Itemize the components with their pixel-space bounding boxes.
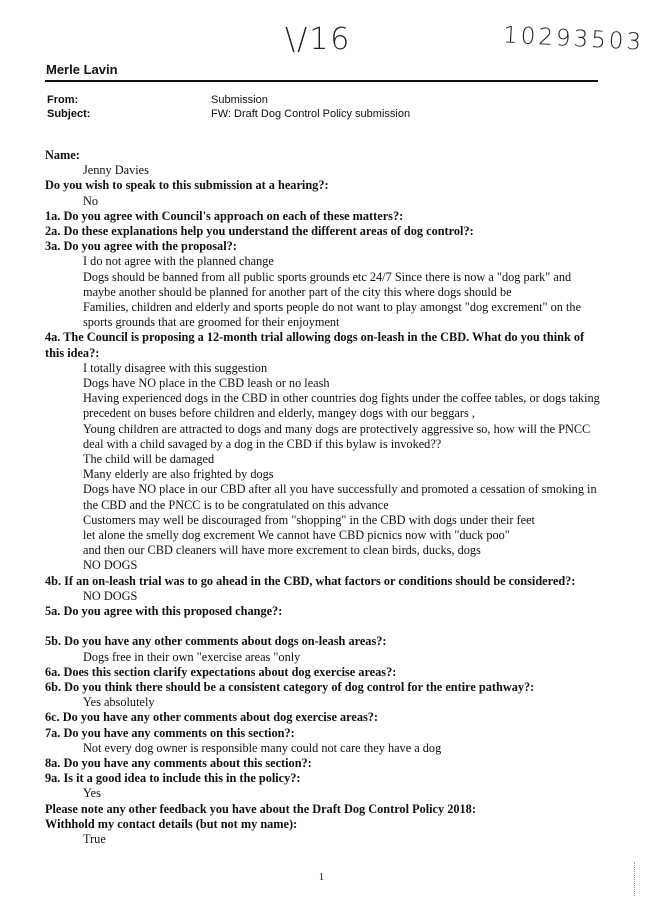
form-answer: and then our CBD cleaners will have more excrement to clean birds, ducks, dogs (83, 543, 481, 558)
form-question: 6c. Do you have any other comments about dog exercise areas?: (45, 710, 379, 725)
form-answer: Families, children and elderly and sports people do not want to play amongst "dog excrement" on the sports grounds that are groomed for their enjoyment (83, 300, 582, 330)
from-label: From: (47, 94, 79, 106)
form-answer: Dogs have NO place in the CBD leash or no leash (83, 376, 330, 391)
form-question: Name: (45, 148, 80, 162)
blank-line (45, 619, 605, 634)
form-answer: I totally disagree with this suggestion (83, 360, 268, 375)
form-question: 8a. Do you have any comments about this section?: (45, 755, 312, 770)
form-question: Withhold my contact details (but not my name): (45, 816, 298, 831)
page-number: 1 (319, 872, 324, 883)
form-answer: Jenny Davies (83, 163, 149, 178)
form-answer: Young children are attracted to dogs and many dogs are protectively aggressive so, how will the PNCC deal with a child savaged by a dog in the CBD if this bylaw is invoked?? (83, 421, 591, 451)
handwritten-reference-number: 10293503 (502, 22, 645, 56)
form-question: 9a. Is it a good idea to include this in the policy?: (45, 771, 301, 786)
form-question: 1a. Do you agree with Council's approach on each of these matters?: (45, 208, 404, 223)
form-answer: No (83, 193, 99, 208)
submission-form-body (45, 148, 605, 847)
form-answer: Dogs should be banned from all public sports grounds etc 24/7 Since there is now a "dog park" and maybe another should be planned for another part of the city this where dogs should be (83, 269, 572, 299)
form-question: 5a. Do you agree with this proposed change?: (45, 604, 283, 619)
form-question: 6b. Do you think there should be a consistent category of dog control for the entire pathway?: (45, 679, 535, 694)
form-question: Do you wish to speak to this submission at a hearing?: (45, 178, 329, 193)
form-question: 6a. Does this section clarify expectations about dog exercise areas?: (45, 664, 397, 679)
form-answer: Yes (83, 786, 101, 801)
form-question: 4b. If an on-leash trial was to go ahead in the CBD, what factors or conditions should be considered?: (45, 573, 576, 588)
form-question: 3a. Do you agree with the proposal?: (45, 239, 237, 254)
form-answer: The child will be damaged (83, 452, 215, 467)
form-answer: NO DOGS (83, 558, 138, 573)
scan-edge-mark (634, 862, 637, 896)
form-answer: NO DOGS (83, 588, 138, 603)
form-question: 4a. The Council is proposing a 12-month trial allowing dogs on-leash in the CBD. What do you think of this idea?: (45, 330, 585, 360)
handwritten-annotation-left: \/16 (285, 22, 352, 57)
form-answer: I do not agree with the planned change (83, 254, 274, 269)
form-answer: let alone the smelly dog excrement We cannot have CBD picnics now with "duck poo" (83, 528, 510, 543)
subject-value: FW: Draft Dog Control Policy submission (211, 108, 411, 120)
form-answer: Yes absolutely (83, 695, 155, 710)
form-question: Please note any other feedback you have about the Draft Dog Control Policy 2018: (45, 801, 476, 816)
form-answer: True (83, 831, 106, 846)
form-answer: Many elderly are also frighted by dogs (83, 467, 274, 482)
email-sender-name: Merle Lavin (46, 62, 118, 77)
form-question: 7a. Do you have any comments on this section?: (45, 725, 295, 740)
header-divider (45, 80, 598, 82)
form-answer: Having experienced dogs in the CBD in other countries dog fights under the coffee tables, or dogs taking precedent on buses before children and elderly, mangey dogs with our beggars , (83, 391, 600, 421)
from-value: Submission (211, 94, 268, 106)
form-answer: Dogs have NO place in our CBD after all you have successfully and promoted a cessation of smoking in the CBD and the PNCC is to be congratulated on this advance (83, 482, 597, 512)
subject-label: Subject: (47, 108, 91, 120)
form-answer: Customers may well be discouraged from "shopping" in the CBD with dogs under their feet (83, 512, 535, 527)
form-answer: Not every dog owner is responsible many could not care they have a dog (83, 740, 442, 755)
form-question: 2a. Do these explanations help you understand the different areas of dog control?: (45, 224, 474, 239)
form-question: 5b. Do you have any other comments about dogs on-leash areas?: (45, 634, 387, 649)
form-answer: Dogs free in their own "exercise areas "only (83, 649, 301, 664)
